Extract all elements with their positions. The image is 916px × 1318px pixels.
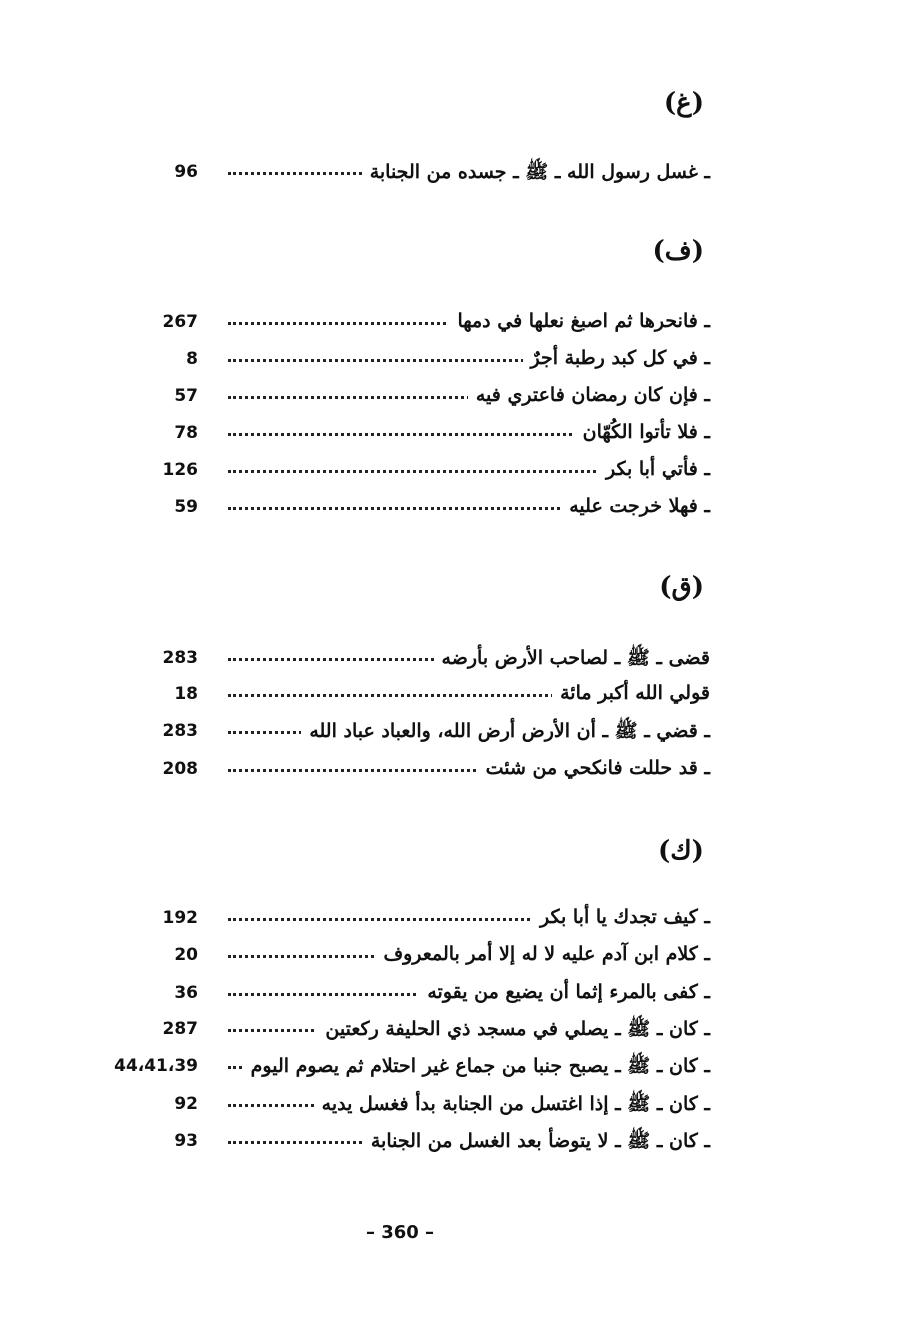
index-entry — [100, 1092, 710, 1122]
entry-text: قولي الله أكبر مائة — [552, 682, 710, 704]
entry-text: ـ فهلا خرجت عليه — [561, 495, 710, 517]
entry-page-number: 36 — [174, 983, 198, 1003]
index-entry — [100, 719, 710, 749]
entry-page-number: 20 — [174, 945, 198, 965]
entry-text: ـ كلام ابن آدم عليه لا له إلا أمر بالمعروف — [375, 943, 710, 965]
index-entry — [100, 646, 710, 676]
entry-page-number: 57 — [174, 386, 198, 406]
section-heading-ghain: (غ) — [663, 88, 704, 118]
entry-text: ـ غسل رسول الله ـ ﷺ ـ جسده من الجنابة — [362, 160, 710, 188]
entry-text: ـ فإن كان رمضان فاعتري فيه — [468, 384, 710, 406]
entry-text: ـ كان ـ ﷺ ـ يصلي في مسجد ذي الحليفة ركعتين — [317, 1017, 710, 1045]
entry-text: ـ كيف تجدك يا أبا بكر — [532, 906, 710, 928]
entry-text: ـ فأتي أبا بكر — [598, 458, 710, 480]
entry-page-number: 287 — [162, 1019, 198, 1039]
index-entry — [100, 384, 710, 414]
entry-page-number: 44،41،39 — [114, 1056, 198, 1076]
entry-text: ـ قضي ـ ﷺ ـ أن الأرض أرض الله، والعباد عباد الله — [301, 719, 710, 747]
index-entry — [100, 458, 710, 488]
index-entry — [100, 495, 710, 525]
entry-page-number: 93 — [174, 1131, 198, 1151]
section-heading-fa: (ف) — [652, 236, 704, 266]
index-entry — [100, 1129, 710, 1159]
entry-page-number: 78 — [174, 423, 198, 443]
index-entry — [100, 981, 710, 1011]
entry-page-number: 92 — [174, 1094, 198, 1114]
entry-text: ـ كفى بالمرء إثما أن يضيع من يقوته — [419, 981, 710, 1003]
index-entry — [100, 160, 710, 190]
entry-page-number: 8 — [186, 349, 198, 369]
entry-page-number: 208 — [162, 759, 198, 779]
section-heading-kaf: (ك) — [657, 836, 704, 866]
index-entry — [100, 906, 710, 936]
index-entry — [100, 421, 710, 451]
entry-text: ـ كان ـ ﷺ ـ لا يتوضأ بعد الغسل من الجنابة — [363, 1129, 710, 1157]
entry-text: ـ في كل كبد رطبة أجرٌ — [523, 347, 710, 369]
entry-text: ـ فانحرها ثم اصبغ نعلها في دمها — [449, 310, 710, 332]
index-entry — [100, 1054, 710, 1084]
entry-page-number: 192 — [162, 908, 198, 928]
entry-text: ـ فلا تأتوا الكُهّان — [575, 421, 710, 443]
entry-page-number: 59 — [174, 497, 198, 517]
index-entry — [100, 757, 710, 787]
entry-text: ـ كان ـ ﷺ ـ يصبح جنبا من جماع غير احتلام ثم يصوم اليوم — [243, 1054, 710, 1082]
page-number-footer: – 360 – — [365, 1222, 435, 1243]
entry-text: ـ كان ـ ﷺ ـ إذا اغتسل من الجنابة بدأ فغسل يديه — [314, 1092, 710, 1120]
entry-text: قضى ـ ﷺ ـ لصاحب الأرض بأرضه — [434, 646, 710, 674]
index-entry — [100, 682, 710, 712]
entry-page-number: 18 — [174, 684, 198, 704]
entry-text: ـ قد حللت فانكحي من شئت — [478, 757, 710, 779]
entry-page-number: 267 — [162, 312, 198, 332]
index-entry — [100, 1017, 710, 1047]
entry-page-number: 96 — [174, 162, 198, 182]
entry-page-number: 283 — [162, 721, 198, 741]
entry-page-number: 126 — [162, 460, 198, 480]
entry-page-number: 283 — [162, 648, 198, 668]
section-heading-qaf: (ق) — [659, 572, 704, 602]
index-entry — [100, 943, 710, 973]
index-entry — [100, 310, 710, 340]
index-entry — [100, 347, 710, 377]
